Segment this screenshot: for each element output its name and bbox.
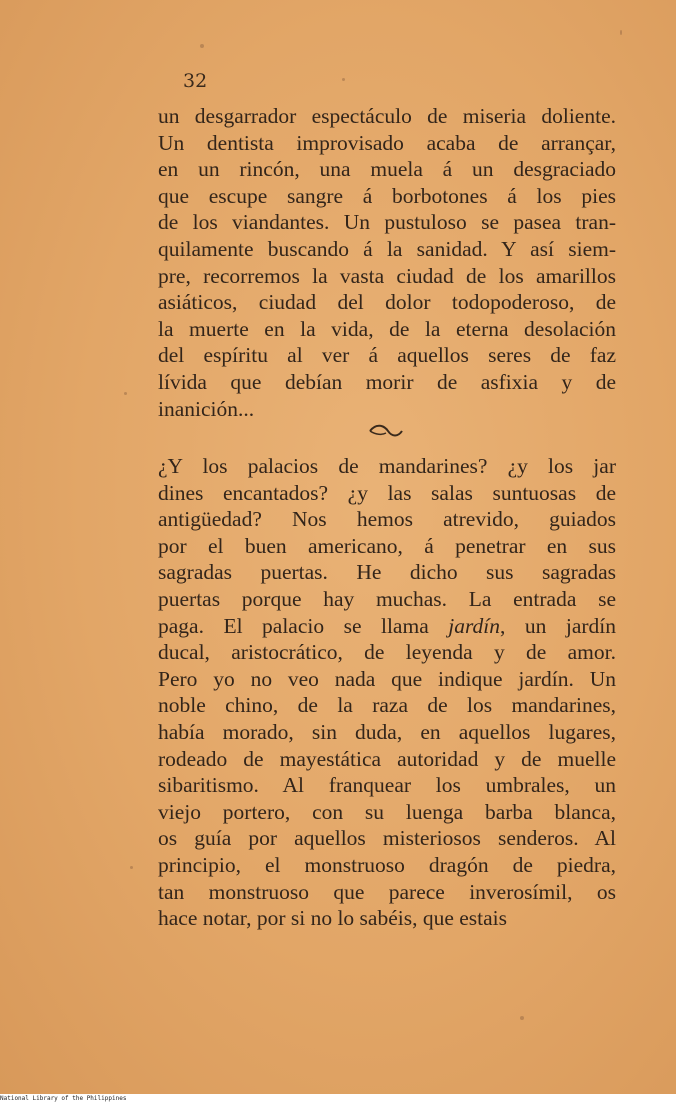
text-line: os guía por aquellos misteriosos senderos. Al <box>158 826 616 851</box>
text-line: hace notar, por si no lo sabéis, que estais <box>158 906 508 931</box>
text-line: del espíritu al ver á aquellos seres de faz <box>158 343 616 368</box>
text-line: principio, el monstruoso dragón de piedra, <box>158 852 616 877</box>
paragraph-2 <box>158 453 616 932</box>
text-line: de los viandantes. Un pustuloso se pasea tran- <box>158 210 616 235</box>
text-line: un desgarrador espectáculo de miseria doliente. <box>158 104 616 128</box>
text-line: sagradas puertas. He dicho sus sagradas <box>158 560 616 585</box>
scroll-ornament-icon <box>366 421 406 441</box>
text-line: Pero yo no veo nada que indique jardín. Un <box>158 666 616 691</box>
text-line: pre, recorremos la vasta ciudad de los amarillos <box>158 263 616 288</box>
text-line: ducal, aristocrático, de leyenda y de amor. <box>158 640 616 665</box>
text-line: tan monstruoso que parece inverosímil, os <box>158 879 616 904</box>
text-line: antigüedad? Nos hemos atrevido, guiados <box>158 507 616 532</box>
text-line: Un dentista improvisado acaba de arrançar, <box>158 130 616 155</box>
text-line: noble chino, de la raza de los mandarines, <box>158 693 616 718</box>
text-line: viejo portero, con su luenga barba blanca, <box>158 799 616 824</box>
text-fragment: , un jardín <box>500 613 616 638</box>
paper-speck <box>342 78 345 81</box>
text-line: ¿Y los palacios de mandarines? ¿y los jar <box>158 454 616 478</box>
text-line: dines encantados? ¿y las salas suntuosas de <box>158 480 616 505</box>
paper-speck <box>620 30 622 35</box>
paragraph-1 <box>158 103 616 422</box>
paper-speck <box>200 44 204 48</box>
text-line: en un rincón, una muela á un desgraciado <box>158 157 616 182</box>
text-fragment: paga. El palacio se llama <box>158 613 449 638</box>
text-line: inanición... <box>158 396 255 421</box>
paper-speck <box>130 866 133 869</box>
text-line: sibaritismo. Al franquear los umbrales, un <box>158 773 616 798</box>
text-line: rodeado de mayestática autoridad y de muelle <box>158 746 616 771</box>
text-line: asiáticos, ciudad del dolor todopoderoso, de <box>158 290 616 315</box>
text-line: la muerte en la vida, de la eterna desolación <box>158 316 616 341</box>
text-line <box>158 613 616 640</box>
page-number: 32 <box>183 70 208 92</box>
text-line: había morado, sin duda, en aquellos lugares, <box>158 719 616 744</box>
paper-speck <box>520 1016 524 1020</box>
text-line: lívida que debían morir de asfixia y de <box>158 369 616 394</box>
paper-speck <box>124 392 127 395</box>
italic-word: jardín <box>448 613 500 638</box>
text-line: que escupe sangre á borbotones á los pies <box>158 183 616 208</box>
text-line: quilamente buscando á la sanidad. Y así siem- <box>158 236 616 261</box>
text-line: por el buen americano, á penetrar en sus <box>158 533 616 558</box>
text-line: puertas porque hay muchas. La entrada se <box>158 586 616 611</box>
footer-credit: National Library of the Philippines <box>0 1095 127 1102</box>
